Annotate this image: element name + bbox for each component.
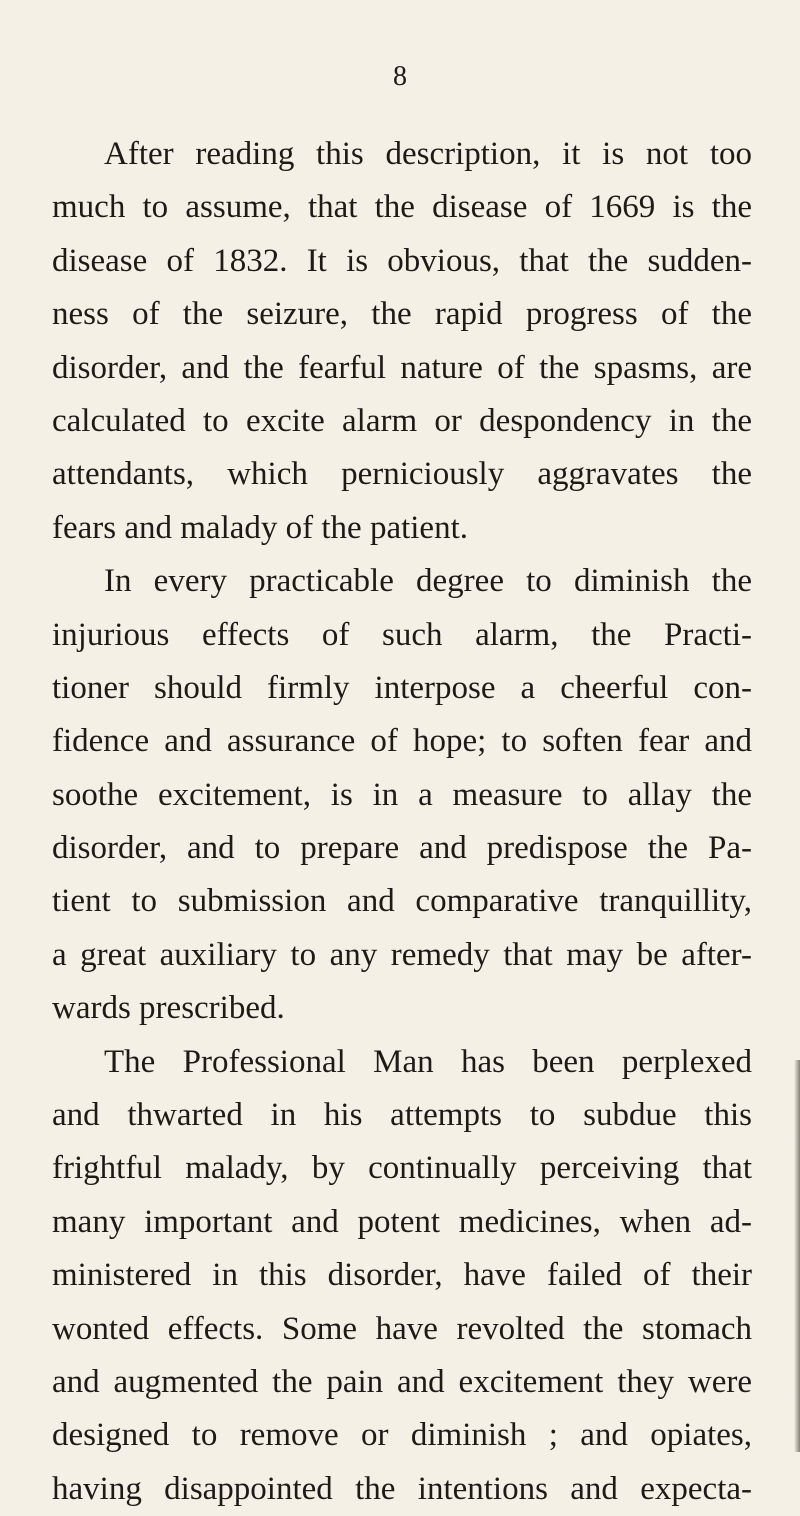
text-line: disorder, and to prepare and predispose the Pa- (52, 830, 752, 867)
page-number: 8 (393, 61, 407, 92)
text-line: tient to submission and comparative tranquillity, (52, 883, 752, 920)
text-line: disease of 1832. It is obvious, that the sudden- (52, 242, 752, 279)
text-line: injurious effects of such alarm, the Practi- (52, 616, 752, 653)
page-edge-shadow (794, 1060, 800, 1452)
text-line: frightful malady, by continually perceiving that (52, 1150, 752, 1187)
text-line: designed to remove or diminish ; and opiates, (52, 1417, 752, 1454)
text-line: fears and malady of the patient. (52, 509, 468, 546)
text-line: soothe excitement, is in a measure to allay the (52, 776, 752, 813)
text-line: having disappointed the intentions and expecta- (52, 1470, 752, 1507)
text-line: much to assume, that the disease of 1669 is the (52, 189, 752, 226)
text-line: and augmented the pain and excitement they were (52, 1363, 752, 1400)
text-line: wonted effects. Some have revolted the stomach (52, 1310, 752, 1347)
text-line: ministered in this disorder, have failed of their (52, 1257, 752, 1294)
text-line: ness of the seizure, the rapid progress of the (52, 296, 752, 333)
text-line: The Professional Man has been perplexed (104, 1043, 752, 1080)
text-line: tioner should firmly interpose a cheerful con- (52, 669, 752, 706)
text-line: disorder, and the fearful nature of the spasms, are (52, 349, 752, 386)
body-text (52, 128, 752, 1516)
text-line: fidence and assurance of hope; to soften fear and (52, 723, 752, 760)
text-line: calculated to excite alarm or despondency in the (52, 402, 752, 439)
text-line: After reading this description, it is not too (104, 136, 752, 172)
text-line: many important and potent medicines, when ad- (52, 1203, 752, 1240)
text-line: wards prescribed. (52, 990, 285, 1027)
text-line: attendants, which perniciously aggravates the (52, 456, 752, 493)
text-line: a great auxiliary to any remedy that may be after- (52, 936, 752, 973)
text-line: In every practicable degree to diminish the (104, 563, 752, 600)
text-line: and thwarted in his attempts to subdue this (52, 1097, 752, 1134)
